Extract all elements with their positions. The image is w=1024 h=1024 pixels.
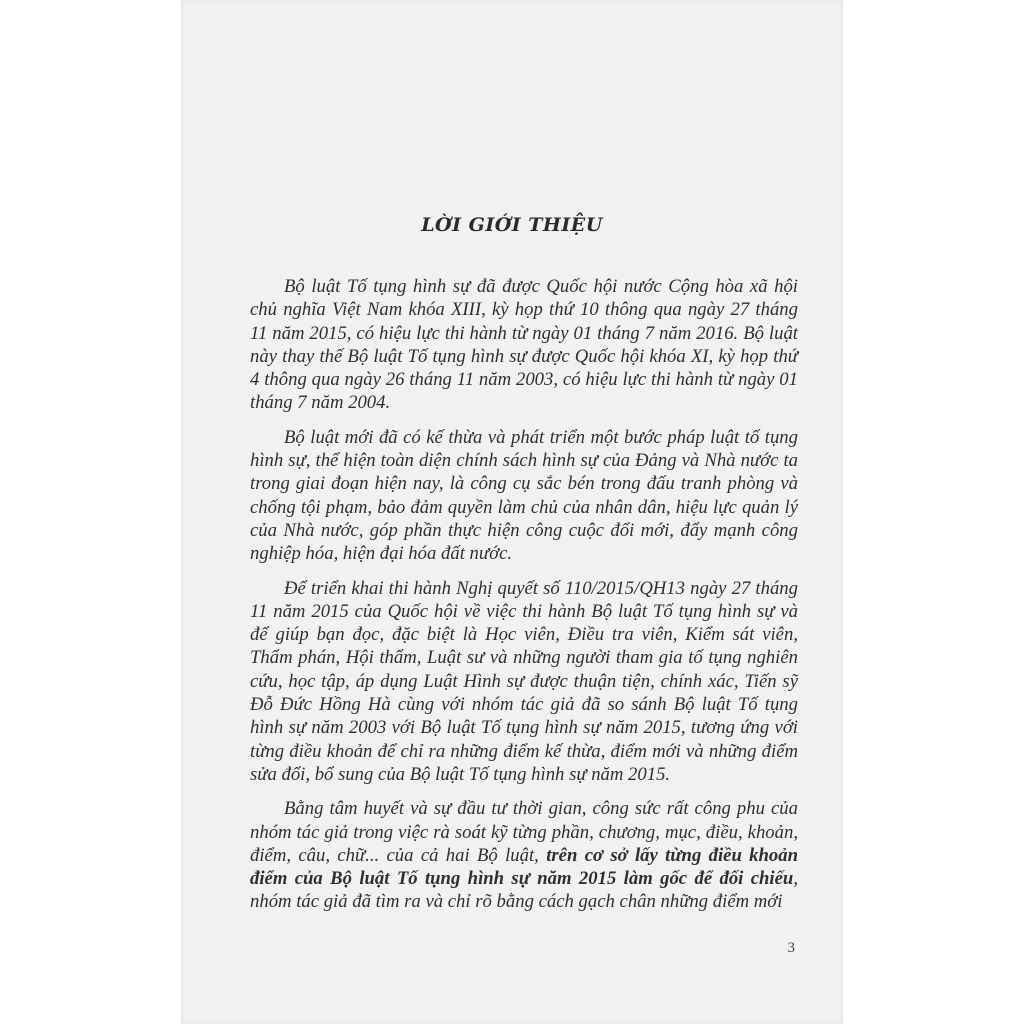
paragraph-3: Để triển khai thi hành Nghị quyết số 110/2015/QH13 ngày 27 tháng 11 năm 2015 của Quốc hội về việc thi hành Bộ luật Tố tụng hình sự và để giúp bạn đọc, đặc biệt là Học viên, Điều tra viên, Kiểm sát viên, Thẩm phán, Hội thẩm, Luật sư và những người tham gia tố tụng nghiên cứu, học tập, áp dụng Luật Hình sự được thuận tiện, chính xác, Tiến sỹ Đỗ Đức Hồng Hà cùng với nhóm tác giả đã so sánh Bộ luật Tố tụng hình sự năm 2003 với Bộ luật Tố tụng hình sự năm 2015, tương ứng với từng điều khoản để chỉ ra những điểm kế thừa, điểm mới và những điểm sửa đổi, bổ sung của Bộ luật Tố tụng hình sự năm 2015. — [250, 577, 798, 785]
page-number: 3 — [787, 940, 795, 956]
paragraph-4-bold: trên cơ sở lấy từng điều khoản điểm của Bộ luật Tố tụng hình sự năm 2015 làm gốc để đối chiếu — [250, 844, 798, 890]
paragraph-2: Bộ luật mới đã có kế thừa và phát triển một bước pháp luật tố tụng hình sự, thể hiện toàn diện chính sách hình sự của Đảng và Nhà nước ta trong giai đoạn hiện nay, là công cụ sắc bén trong đấu tranh phòng và chống tội phạm, bảo đảm quyền làm chủ của nhân dân, hiệu lực quản lý của Nhà nước, góp phần thực hiện công cuộc đổi mới, đẩy mạnh công nghiệp hóa, hiện đại hóa đất nước. — [250, 426, 798, 565]
paragraph-4 — [250, 797, 798, 913]
page-title: LỜI GIỚI THIỆU — [421, 214, 603, 236]
body-text — [250, 275, 798, 925]
paragraph-4-start: Bằng tâm huyết và sự đầu tư thời gian, công sức rất công phu của nhóm tác giả trong việc rà soát kỹ từng phần, chương, mục, điều, khoản, điểm, câu, chữ... của cả hai Bộ luật, — [250, 798, 798, 866]
book-page — [181, 0, 843, 1024]
paragraph-1: Bộ luật Tố tụng hình sự đã được Quốc hội nước Cộng hòa xã hội chủ nghĩa Việt Nam khóa XIII, kỳ họp thứ 10 thông qua ngày 27 tháng 11 năm 2015, có hiệu lực thi hành từ ngày 01 tháng 7 năm 2016. Bộ luật này thay thế Bộ luật Tố tụng hình sự được Quốc hội khóa XI, kỳ họp thứ 4 thông qua ngày 26 tháng 11 năm 2003, có hiệu lực thi hành từ ngày 01 tháng 7 năm 2004. — [250, 276, 798, 414]
paragraph-4-end: , nhóm tác giả đã tìm ra và chỉ rõ bằng cách gạch chân những điểm mới — [250, 868, 798, 913]
